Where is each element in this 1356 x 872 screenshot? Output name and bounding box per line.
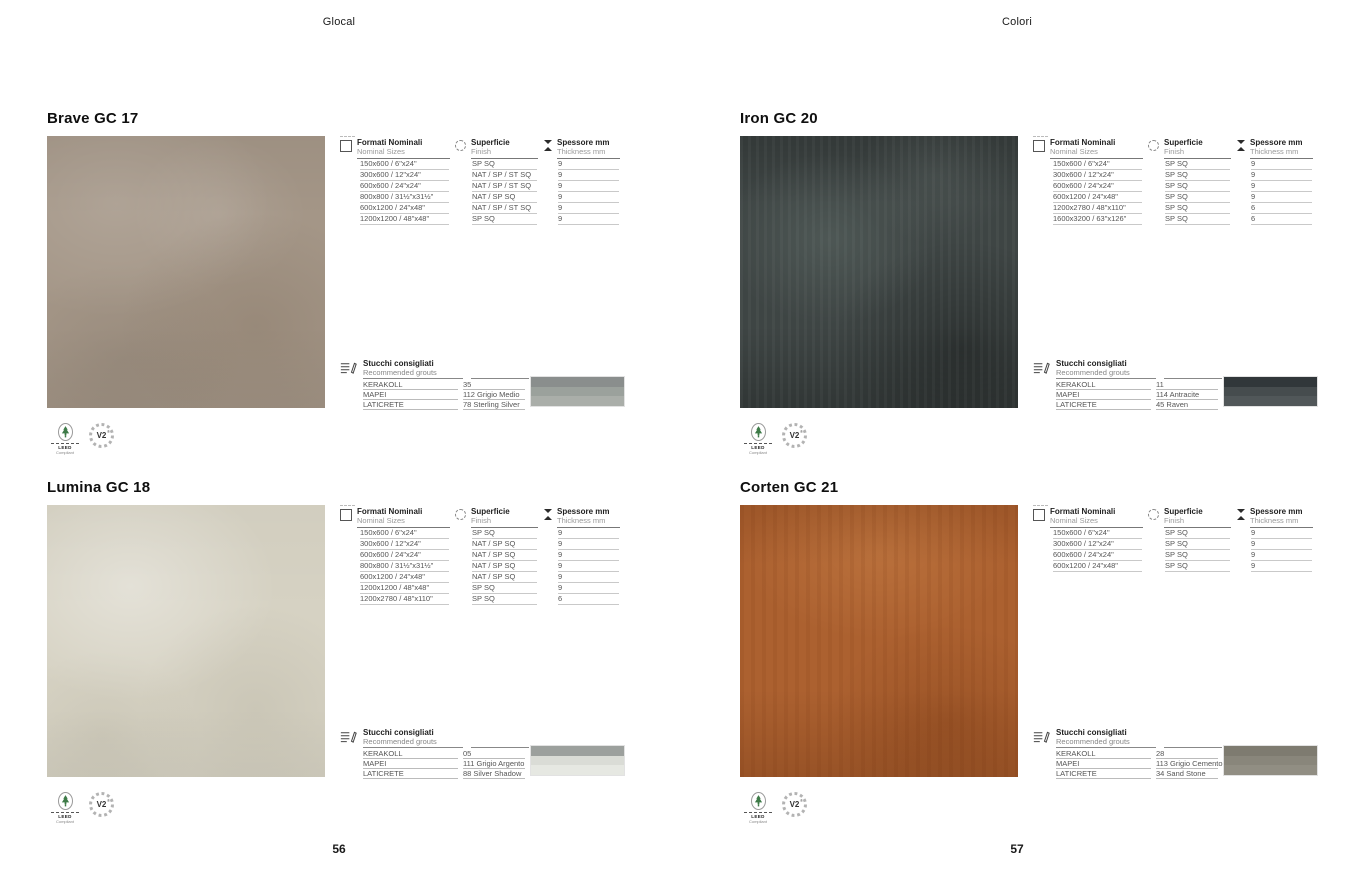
sizes-table — [1033, 138, 1318, 225]
thickness-subtitle: Thickness mm — [557, 516, 606, 525]
grouts-title: Stucchi consigliati — [363, 359, 434, 368]
sizes-table-header — [340, 138, 625, 159]
v2-badge — [782, 792, 807, 817]
size-row — [340, 572, 625, 583]
size-value: 1600x3200 / 63"x126" — [1053, 214, 1142, 225]
grout-brand: LATICRETE — [363, 400, 458, 410]
finish-value: SP SQ — [1165, 159, 1230, 170]
size-row — [340, 203, 625, 214]
tree-icon — [754, 426, 763, 438]
v2-label: V2 — [789, 800, 800, 809]
finish-icon — [455, 509, 466, 520]
grout-brand: MAPEI — [1056, 759, 1151, 769]
leed-badge — [51, 423, 79, 455]
finish-title: Superficie — [471, 138, 510, 147]
grout-row — [363, 400, 530, 410]
leed-label: LEED — [51, 443, 79, 450]
sizes-table — [340, 507, 625, 605]
grout-row — [1056, 749, 1223, 759]
tree-icon — [754, 795, 763, 807]
product-title: Lumina GC 18 — [47, 479, 151, 496]
leed-label: LEED — [51, 812, 79, 819]
size-row — [1033, 550, 1318, 561]
size-value: 600x1200 / 24"x48" — [1053, 192, 1142, 203]
grout-color-name: 35 — [463, 380, 525, 390]
grout-color-name: 88 Silver Shadow — [463, 769, 525, 779]
thickness-value: 6 — [558, 594, 619, 605]
thickness-value: 9 — [1251, 159, 1312, 170]
grout-brand: LATICRETE — [1056, 400, 1151, 410]
grout-swatch — [1224, 387, 1317, 397]
registered-mark: ® — [800, 798, 803, 803]
sizes-table — [1033, 507, 1318, 572]
thickness-value: 9 — [1251, 181, 1312, 192]
size-value: 150x600 / 6"x24" — [360, 159, 449, 170]
size-value: 300x600 / 12"x24" — [1053, 170, 1142, 181]
size-row — [1033, 181, 1318, 192]
finish-value: SP SQ — [1165, 192, 1230, 203]
grout-swatch — [1224, 377, 1317, 387]
grout-icon — [1033, 361, 1050, 375]
grout-row — [363, 769, 530, 779]
thickness-value: 9 — [1251, 539, 1312, 550]
finish-icon — [1148, 509, 1159, 520]
size-value: 600x600 / 24"x24" — [360, 550, 449, 561]
grout-color-name: 114 Antracite — [1156, 390, 1218, 400]
certification-badges — [47, 423, 625, 455]
grout-swatch — [531, 396, 624, 406]
grout-icon — [340, 730, 357, 744]
tile-photo — [740, 505, 1018, 777]
grout-color-name: 28 — [1156, 749, 1218, 759]
grout-swatch — [1224, 746, 1317, 756]
finish-value: SP SQ — [1165, 181, 1230, 192]
size-value: 150x600 / 6"x24" — [1053, 528, 1142, 539]
size-row — [340, 170, 625, 181]
spec-column — [340, 136, 625, 408]
thickness-value: 9 — [558, 203, 619, 214]
product-title: Brave GC 17 — [47, 110, 139, 127]
grout-brand: KERAKOLL — [1056, 749, 1151, 759]
thickness-subtitle: Thickness mm — [557, 147, 606, 156]
grout-color-name: 45 Raven — [1156, 400, 1218, 410]
thickness-value: 9 — [558, 528, 619, 539]
thickness-value: 9 — [1251, 550, 1312, 561]
grout-color-name: 34 Sand Stone — [1156, 769, 1218, 779]
v2-badge — [89, 423, 114, 448]
size-value: 1200x2780 / 48"x110" — [1053, 203, 1142, 214]
finish-title: Superficie — [1164, 138, 1203, 147]
thickness-value: 9 — [558, 159, 619, 170]
size-row — [340, 539, 625, 550]
grouts-subtitle: Recommended grouts — [363, 368, 437, 377]
grout-row — [1056, 400, 1223, 410]
v2-badge — [782, 423, 807, 448]
formats-title: Formati Nominali — [1050, 507, 1116, 516]
size-row — [1033, 170, 1318, 181]
grout-brand: KERAKOLL — [363, 749, 458, 759]
finish-value: SP SQ — [1165, 214, 1230, 225]
product-title: Corten GC 21 — [740, 479, 839, 496]
size-value: 600x600 / 24"x24" — [1053, 550, 1142, 561]
product-card-corten — [740, 479, 1318, 824]
finish-icon — [1148, 140, 1159, 151]
finish-subtitle: Finish — [1164, 516, 1185, 525]
size-row — [340, 192, 625, 203]
finish-value: SP SQ — [472, 583, 537, 594]
spec-column — [340, 505, 625, 777]
grouts-section — [1033, 729, 1318, 777]
v2-badge — [89, 792, 114, 817]
grouts-subtitle: Recommended grouts — [363, 737, 437, 746]
product-card-brave — [47, 110, 625, 455]
formats-subtitle: Nominal Sizes — [1050, 516, 1098, 525]
format-size-icon — [340, 509, 352, 521]
finish-subtitle: Finish — [1164, 147, 1185, 156]
tree-icon — [61, 426, 70, 438]
leed-label: LEED — [744, 812, 772, 819]
grouts-title: Stucchi consigliati — [363, 728, 434, 737]
v2-label: V2 — [789, 431, 800, 440]
finish-value: SP SQ — [472, 159, 537, 170]
grout-swatch — [1224, 756, 1317, 766]
tree-icon — [61, 795, 70, 807]
format-size-icon — [340, 140, 352, 152]
grout-swatches — [530, 745, 625, 776]
finish-subtitle: Finish — [471, 516, 492, 525]
finish-value: NAT / SP / ST SQ — [472, 203, 537, 214]
page-right — [678, 0, 1356, 872]
finish-value: SP SQ — [1165, 170, 1230, 181]
grouts-subtitle: Recommended grouts — [1056, 368, 1130, 377]
size-value: 600x1200 / 24"x48" — [360, 203, 449, 214]
size-row — [340, 181, 625, 192]
size-value: 300x600 / 12"x24" — [360, 170, 449, 181]
grout-swatches — [1223, 376, 1318, 407]
size-row — [1033, 192, 1318, 203]
product-title: Iron GC 20 — [740, 110, 818, 127]
thickness-icon — [543, 509, 552, 520]
thickness-value: 9 — [558, 181, 619, 192]
v2-label: V2 — [96, 800, 107, 809]
grout-row — [1056, 390, 1223, 400]
finish-value: SP SQ — [1165, 528, 1230, 539]
thickness-value: 9 — [558, 192, 619, 203]
collection-name-right: Colori — [1002, 16, 1032, 28]
thickness-icon — [1236, 140, 1245, 151]
thickness-value: 9 — [558, 214, 619, 225]
thickness-value: 9 — [558, 539, 619, 550]
grout-brand: MAPEI — [363, 759, 458, 769]
spec-column — [1033, 505, 1318, 777]
thickness-subtitle: Thickness mm — [1250, 516, 1299, 525]
size-row — [340, 214, 625, 225]
finish-value: SP SQ — [1165, 539, 1230, 550]
size-row — [1033, 539, 1318, 550]
leed-sublabel: Compliant — [748, 819, 767, 824]
finish-value: NAT / SP SQ — [472, 561, 537, 572]
certification-badges — [47, 792, 625, 824]
leed-badge — [51, 792, 79, 824]
grout-color-name: 112 Grigio Medio — [463, 390, 525, 400]
size-row — [340, 528, 625, 539]
formats-title: Formati Nominali — [357, 507, 423, 516]
size-row — [1033, 159, 1318, 170]
finish-value: SP SQ — [1165, 203, 1230, 214]
tile-photo — [740, 136, 1018, 408]
grout-row — [1056, 759, 1223, 769]
finish-value: NAT / SP / ST SQ — [472, 181, 537, 192]
thickness-icon — [1236, 509, 1245, 520]
thickness-value: 9 — [1251, 528, 1312, 539]
grout-swatch — [1224, 396, 1317, 406]
size-value: 600x1200 / 24"x48" — [360, 572, 449, 583]
size-value: 300x600 / 12"x24" — [360, 539, 449, 550]
tile-photo — [47, 136, 325, 408]
finish-value: SP SQ — [1165, 550, 1230, 561]
grouts-section — [340, 360, 625, 408]
size-value: 150x600 / 6"x24" — [1053, 159, 1142, 170]
grout-row — [363, 749, 530, 759]
thickness-value: 9 — [558, 572, 619, 583]
thickness-value: 9 — [558, 170, 619, 181]
grout-brand: MAPEI — [1056, 390, 1151, 400]
finish-value: NAT / SP SQ — [472, 550, 537, 561]
thickness-subtitle: Thickness mm — [1250, 147, 1299, 156]
grout-color-name: 113 Grigio Cemento — [1156, 759, 1223, 768]
grout-swatch — [531, 746, 624, 756]
thickness-title: Spessore mm — [557, 138, 610, 147]
leed-sublabel: Compliant — [55, 819, 74, 824]
size-value: 1200x1200 / 48"x48" — [360, 583, 449, 594]
finish-value: NAT / SP SQ — [472, 192, 537, 203]
page-number-left: 56 — [332, 842, 346, 856]
grout-swatch — [1224, 765, 1317, 775]
size-value: 300x600 / 12"x24" — [1053, 539, 1142, 550]
page-number-right: 57 — [1010, 842, 1024, 856]
finish-value: SP SQ — [472, 214, 537, 225]
grout-swatches — [530, 376, 625, 407]
grout-color-name: 111 Grigio Argento — [463, 759, 525, 768]
grout-brand: MAPEI — [363, 390, 458, 400]
size-value: 600x1200 / 24"x48" — [1053, 561, 1142, 572]
grouts-section — [1033, 360, 1318, 408]
grout-brand: KERAKOLL — [1056, 380, 1151, 390]
formats-subtitle: Nominal Sizes — [357, 147, 405, 156]
finish-value: SP SQ — [1165, 561, 1230, 572]
grout-color-name: 78 Sterling Silver — [463, 400, 525, 410]
grout-row — [1056, 380, 1223, 390]
thickness-icon — [543, 140, 552, 151]
size-row — [1033, 561, 1318, 572]
grout-swatch — [531, 765, 624, 775]
grout-swatches — [1223, 745, 1318, 776]
size-value: 1200x2780 / 48"x110" — [360, 594, 449, 605]
finish-value: SP SQ — [472, 528, 537, 539]
leed-label: LEED — [744, 443, 772, 450]
product-card-iron — [740, 110, 1318, 455]
thickness-value: 6 — [1251, 203, 1312, 214]
sizes-table-header — [340, 507, 625, 528]
registered-mark: ® — [800, 429, 803, 434]
finish-subtitle: Finish — [471, 147, 492, 156]
size-value: 600x600 / 24"x24" — [1053, 181, 1142, 192]
grouts-title: Stucchi consigliati — [1056, 359, 1127, 368]
finish-icon — [455, 140, 466, 151]
certification-badges — [740, 792, 1318, 824]
thickness-value: 9 — [558, 561, 619, 572]
finish-value: NAT / SP SQ — [472, 572, 537, 583]
size-row — [340, 561, 625, 572]
grout-row — [363, 390, 530, 400]
grout-row — [363, 759, 530, 769]
grout-brand: KERAKOLL — [363, 380, 458, 390]
thickness-title: Spessore mm — [1250, 138, 1303, 147]
size-value: 150x600 / 6"x24" — [360, 528, 449, 539]
leed-sublabel: Compliant — [55, 450, 74, 455]
product-card-lumina — [47, 479, 625, 824]
finish-title: Superficie — [471, 507, 510, 516]
size-row — [1033, 203, 1318, 214]
grout-swatch — [531, 377, 624, 387]
thickness-value: 9 — [1251, 170, 1312, 181]
size-row — [340, 594, 625, 605]
size-row — [340, 159, 625, 170]
size-row — [1033, 528, 1318, 539]
sizes-table — [340, 138, 625, 225]
grouts-subtitle: Recommended grouts — [1056, 737, 1130, 746]
size-row — [1033, 214, 1318, 225]
v2-label: V2 — [96, 431, 107, 440]
formats-subtitle: Nominal Sizes — [1050, 147, 1098, 156]
sizes-table-header — [1033, 138, 1318, 159]
grout-icon — [1033, 730, 1050, 744]
grout-brand: LATICRETE — [363, 769, 458, 779]
formats-title: Formati Nominali — [1050, 138, 1116, 147]
spec-column — [1033, 136, 1318, 408]
grout-row — [1056, 769, 1223, 779]
formats-title: Formati Nominali — [357, 138, 423, 147]
size-value: 600x600 / 24"x24" — [360, 181, 449, 192]
format-size-icon — [1033, 140, 1045, 152]
sizes-table-header — [1033, 507, 1318, 528]
registered-mark: ® — [107, 429, 110, 434]
registered-mark: ® — [107, 798, 110, 803]
grout-color-name: 05 — [463, 749, 525, 759]
grout-brand: LATICRETE — [1056, 769, 1151, 779]
grouts-section — [340, 729, 625, 777]
grout-color-name: 11 — [1156, 380, 1218, 390]
leed-sublabel: Compliant — [748, 450, 767, 455]
size-row — [340, 583, 625, 594]
grout-swatch — [531, 756, 624, 766]
thickness-value: 6 — [1251, 214, 1312, 225]
collection-name-left: Glocal — [322, 16, 356, 28]
thickness-value: 9 — [1251, 561, 1312, 572]
size-row — [340, 550, 625, 561]
thickness-title: Spessore mm — [1250, 507, 1303, 516]
formats-subtitle: Nominal Sizes — [357, 516, 405, 525]
grout-swatch — [531, 387, 624, 397]
finish-value: NAT / SP / ST SQ — [472, 170, 537, 181]
size-value: 1200x1200 / 48"x48" — [360, 214, 449, 225]
finish-title: Superficie — [1164, 507, 1203, 516]
finish-value: NAT / SP SQ — [472, 539, 537, 550]
thickness-value: 9 — [558, 550, 619, 561]
thickness-value: 9 — [1251, 192, 1312, 203]
size-value: 800x800 / 31½"x31½" — [360, 561, 449, 572]
format-size-icon — [1033, 509, 1045, 521]
certification-badges — [740, 423, 1318, 455]
finish-value: SP SQ — [472, 594, 537, 605]
grout-icon — [340, 361, 357, 375]
thickness-value: 9 — [558, 583, 619, 594]
thickness-title: Spessore mm — [557, 507, 610, 516]
tile-photo — [47, 505, 325, 777]
grout-row — [363, 380, 530, 390]
grouts-title: Stucchi consigliati — [1056, 728, 1127, 737]
leed-badge — [744, 792, 772, 824]
size-value: 800x800 / 31½"x31½" — [360, 192, 449, 203]
leed-badge — [744, 423, 772, 455]
